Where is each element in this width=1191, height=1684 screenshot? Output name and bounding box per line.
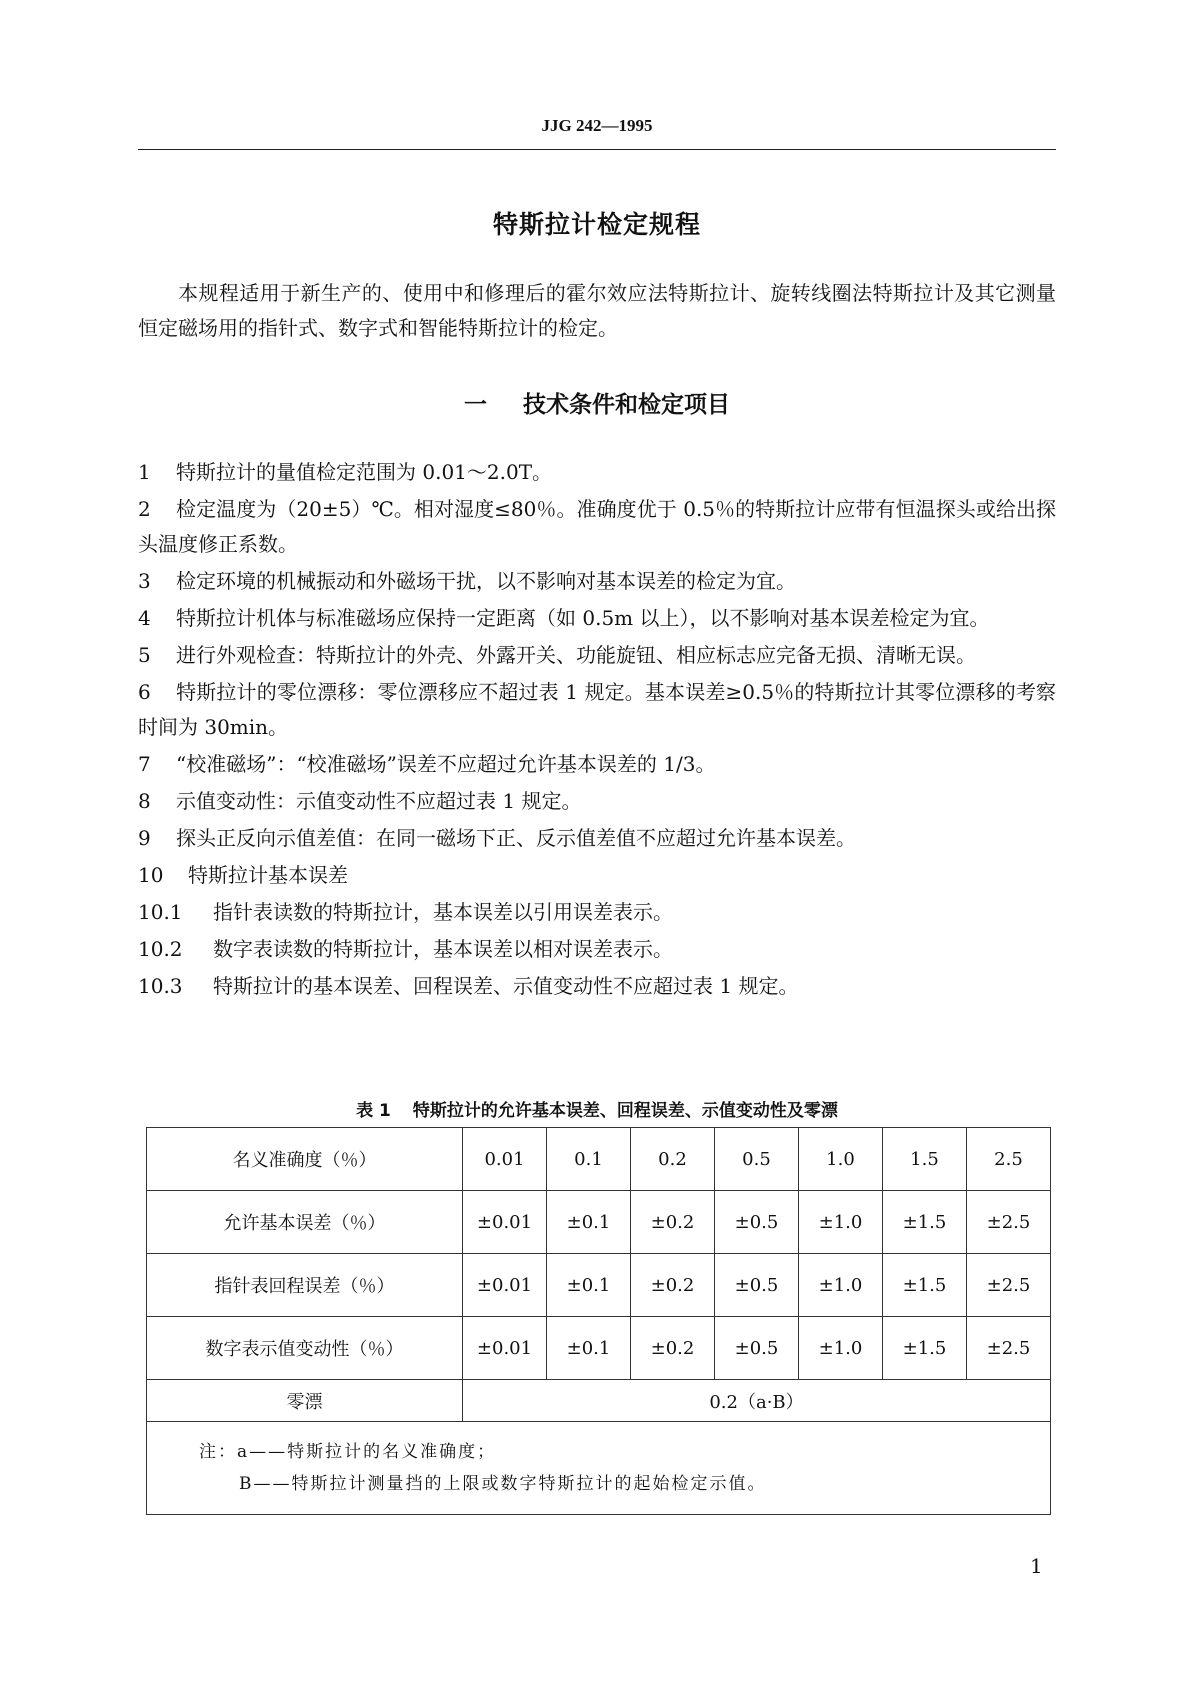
- table-row: [147, 1317, 1051, 1380]
- table-cell: ±2.5: [967, 1317, 1051, 1380]
- clause-number: 4: [138, 606, 151, 630]
- clause-text: 特斯拉计的量值检定范围为 0.01～2.0T。: [176, 460, 553, 484]
- clause-text: 检定环境的机械振动和外磁场干扰，以不影响对基本误差的检定为宜。: [176, 569, 796, 593]
- clause-2: [138, 492, 1056, 562]
- clause-list: [138, 455, 1056, 1006]
- clause-number: 9: [138, 826, 151, 850]
- table-cell: ±1.0: [799, 1317, 883, 1380]
- clause-text: 特斯拉计的零位漂移：零位漂移应不超过表 1 规定。基本误差≥0.5％的特斯拉计其零位漂移的考察时间为 30min。: [138, 680, 1056, 739]
- clause-7: [138, 747, 1056, 782]
- section-number: 一: [464, 392, 487, 418]
- section-heading: [138, 386, 1056, 419]
- row-label: 数字表示值变动性（％）: [147, 1317, 463, 1380]
- clause-9: [138, 821, 1056, 856]
- header-rule: [138, 149, 1056, 150]
- table-cell: ±0.5: [715, 1191, 799, 1254]
- clause-text: “校准磁场”：“校准磁场”误差不应超过允许基本误差的 1/3。: [176, 752, 716, 776]
- clause-number: 1: [138, 460, 151, 484]
- clause-text: 特斯拉计机体与标准磁场应保持一定距离（如 0.5m 以上），以不影响对基本误差检定为宜。: [176, 606, 990, 630]
- table-cell: 1.0: [799, 1128, 883, 1191]
- row-label: 指针表回程误差（％）: [147, 1254, 463, 1317]
- table-cell: 0.01: [463, 1128, 547, 1191]
- clause-number: 2: [138, 497, 151, 521]
- clause-text: 特斯拉计的基本误差、回程误差、示值变动性不应超过表 1 规定。: [213, 974, 799, 998]
- table-cell: 1.5: [883, 1128, 967, 1191]
- clause-number: 3: [138, 569, 151, 593]
- clause-5: [138, 638, 1056, 673]
- clause-10-2: [138, 932, 1056, 967]
- row-label: 零漂: [147, 1380, 463, 1422]
- table-cell: ±0.01: [463, 1317, 547, 1380]
- table-cell: 2.5: [967, 1128, 1051, 1191]
- table-cell: ±0.2: [631, 1317, 715, 1380]
- table-caption-text: 特斯拉计的允许基本误差、回程误差、示值变动性及零漂: [412, 1101, 838, 1121]
- table-cell: ±2.5: [967, 1254, 1051, 1317]
- table-row: [147, 1254, 1051, 1317]
- table-cell: ±1.0: [799, 1254, 883, 1317]
- table-cell: ±1.5: [883, 1254, 967, 1317]
- table-cell: ±0.2: [631, 1191, 715, 1254]
- table-notes: [147, 1422, 1051, 1515]
- clause-1: [138, 455, 1056, 490]
- clause-number: 10.2: [138, 937, 183, 961]
- clause-3: [138, 564, 1056, 599]
- clause-number: 5: [138, 643, 151, 667]
- clause-10-3: [138, 969, 1056, 1004]
- table-cell: ±0.01: [463, 1254, 547, 1317]
- table-caption: [138, 1096, 1056, 1121]
- row-label: 允许基本误差（％）: [147, 1191, 463, 1254]
- document-code-header: JJG 242—1995: [541, 116, 653, 135]
- clause-6: [138, 675, 1056, 745]
- clause-number: 10.3: [138, 974, 183, 998]
- tolerance-table: [146, 1127, 1051, 1515]
- table-cell: ±0.1: [547, 1191, 631, 1254]
- clause-number: 8: [138, 789, 151, 813]
- zero-drift-value: 0.2（a·B）: [463, 1380, 1051, 1422]
- table-cell: ±1.5: [883, 1317, 967, 1380]
- document-title: 特斯拉计检定规程: [492, 210, 701, 239]
- table-cell: ±0.01: [463, 1191, 547, 1254]
- clause-8: [138, 784, 1056, 819]
- table-cell: ±0.2: [631, 1254, 715, 1317]
- clause-text: 特斯拉计基本误差: [188, 863, 348, 887]
- table-row: [147, 1128, 1051, 1191]
- table-cell: ±0.1: [547, 1317, 631, 1380]
- intro-paragraph: 本规程适用于新生产的、使用中和修理后的霍尔效应法特斯拉计、旋转线圈法特斯拉计及其它测量恒定磁场用的指针式、数字式和智能特斯拉计的检定。: [138, 281, 1056, 340]
- table-cell: ±1.0: [799, 1191, 883, 1254]
- clause-text: 探头正反向示值差值：在同一磁场下正、反示值差值不应超过允许基本误差。: [176, 826, 856, 850]
- clause-number: 10.1: [138, 900, 183, 924]
- table-row: [147, 1191, 1051, 1254]
- row-label: 名义准确度（％）: [147, 1128, 463, 1191]
- clause-number: 6: [138, 680, 151, 704]
- clause-text: 示值变动性：示值变动性不应超过表 1 规定。: [176, 789, 582, 813]
- table-cell: ±0.1: [547, 1254, 631, 1317]
- table-cell: ±0.5: [715, 1254, 799, 1317]
- clause-text: 指针表读数的特斯拉计，基本误差以引用误差表示。: [213, 900, 673, 924]
- table-cell: 0.2: [631, 1128, 715, 1191]
- table-cell: 0.1: [547, 1128, 631, 1191]
- clause-number: 10: [138, 863, 164, 887]
- table-cell: ±2.5: [967, 1191, 1051, 1254]
- clause-10-1: [138, 895, 1056, 930]
- table-cell: ±0.5: [715, 1317, 799, 1380]
- note-line: B——特斯拉计测量挡的上限或数字特斯拉计的起始检定示值。: [239, 1474, 767, 1494]
- table-cell: 0.5: [715, 1128, 799, 1191]
- clause-text: 检定温度为（20±5）℃。相对湿度≤80％。准确度优于 0.5％的特斯拉计应带有恒温探头或给出探头温度修正系数。: [138, 497, 1056, 556]
- clause-4: [138, 601, 1056, 636]
- clause-number: 7: [138, 752, 151, 776]
- note-line: 注：a——特斯拉计的名义准确度；: [199, 1442, 497, 1462]
- zero-drift-row: [147, 1380, 1051, 1422]
- page-number: 1: [1030, 1554, 1043, 1578]
- clause-text: 进行外观检查：特斯拉计的外壳、外露开关、功能旋钮、相应标志应完备无损、清晰无误。: [176, 643, 976, 667]
- section-title: 技术条件和检定项目: [523, 392, 730, 418]
- table-caption-label: 表 1: [356, 1101, 391, 1121]
- clause-text: 数字表读数的特斯拉计，基本误差以相对误差表示。: [213, 937, 673, 961]
- table-cell: ±1.5: [883, 1191, 967, 1254]
- clause-10: [138, 858, 1056, 893]
- notes-row: [147, 1422, 1051, 1515]
